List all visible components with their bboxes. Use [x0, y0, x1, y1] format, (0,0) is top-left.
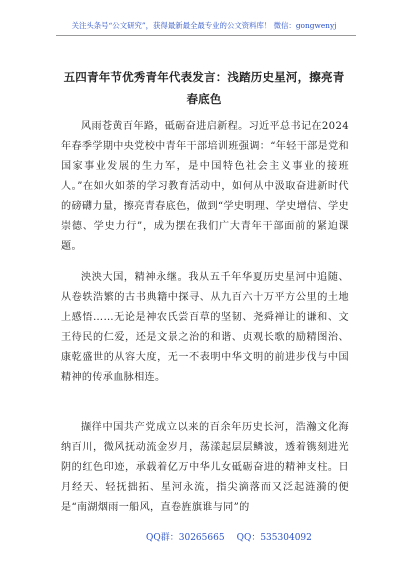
header-divider — [56, 35, 356, 36]
body-paragraph-2: 泱泱大国，精神永继。我从五千年华夏历史星河中追随、从卷轶浩繁的古书典籍中探寻、从九百六十万平方公里的土地上感悟……无论是神农氏尝百草的坚韧、尧舜禅让的谦和、文王待民的仁爱，还是文景之治的和谐、贞观长歌的励精图治、康乾盛世的从容大度，无一不表明中华文明的前进步伐与中国精神的传承血脉相连。 — [61, 272, 349, 383]
document-title: 五四青年节优秀青年代表发言：浅踏历史星河，擦亮青春底色 — [63, 70, 345, 106]
header-notice: 关注头条号“公文研究”，获得最新最全最专业的公文资料库！ 微信：gongwenyj — [71, 21, 337, 30]
body-paragraph-3: 撷徉中国共产党成立以来的百余年历史长河，浩瀚文化海纳百川，微风抚动流金岁月，荡漾起层层鳞波，透着镌刻进光阴的红色印迹，承载着亿万中华儿女砥砺奋进的精神支柱。日月经天、轻抚拙拓、星河永流，指尖滴落而又泛起涟漪的便是“南湖烟雨一船风，直卷旌旗谁与同”的 — [61, 422, 349, 513]
footer-qq-number: QQ：535304092 — [236, 533, 312, 543]
footer-contact — [146, 532, 312, 544]
body-paragraph-1: 风雨苍黄百年路，砥砺奋进启新程。习近平总书记在2024年春季学期中央党校中青年干部培训班强调：“年轻干部是党和国家事业发展的生力军，是中国特色社会主义事业的接班人。”在如火如荼的学习教育活动中，如何从中汲取奋进新时代的磅礴力量，擦亮青春底色，做到“学史明理、学史增信、学史崇德、学史力行”，成为摆在我们广大青年干部面前的紧迫课题。 — [61, 121, 349, 252]
footer-qq-group: QQ群：30265665 — [146, 533, 225, 543]
